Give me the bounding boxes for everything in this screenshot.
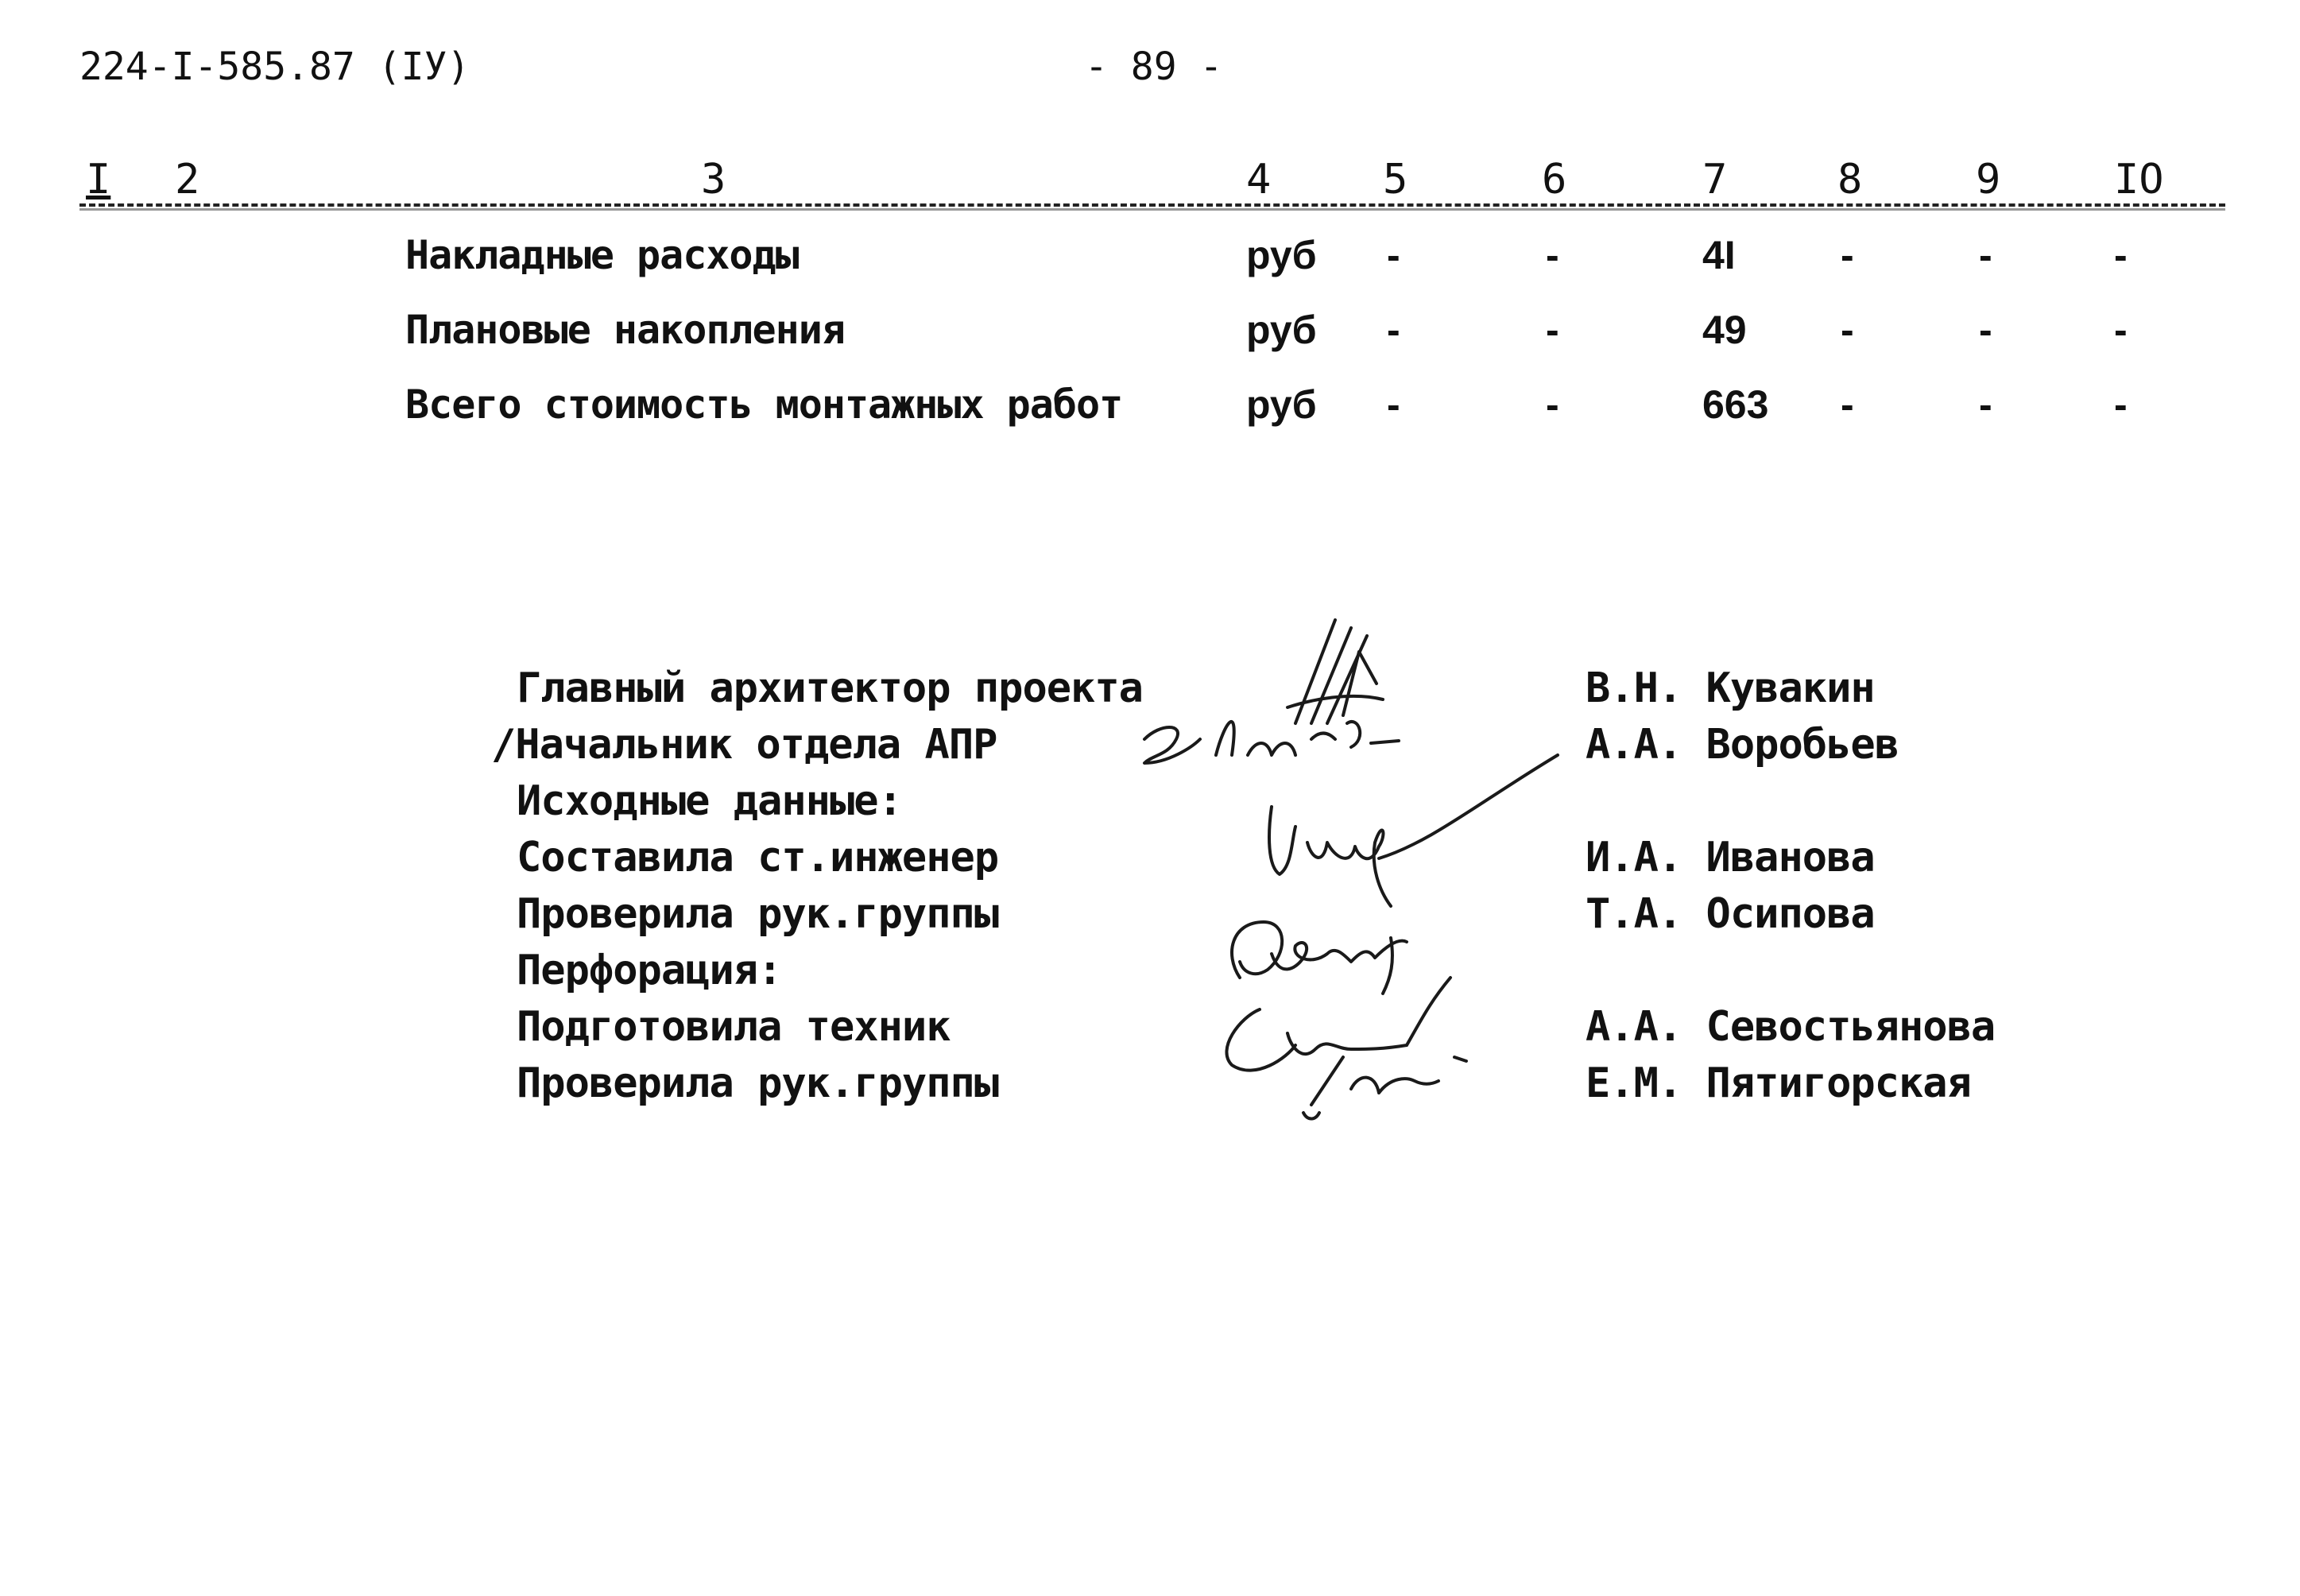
handwritten-signatures <box>1097 604 1589 1145</box>
row-col5: - <box>1387 308 1400 352</box>
row-col7: 663 <box>1702 382 1769 427</box>
role-checked-by-2: Проверила рук.группы <box>517 1059 999 1107</box>
row-unit: руб <box>1246 233 1317 277</box>
row-col5: - <box>1387 233 1400 277</box>
signature-1 <box>1287 620 1383 723</box>
name-pyatigorskaya: Е.М. Пятигорская <box>1586 1059 1971 1107</box>
header-rule <box>79 203 2225 207</box>
row-col10: - <box>2114 382 2128 427</box>
role-checked-by: Проверила рук.группы <box>517 890 999 938</box>
row-col9: - <box>1979 382 1992 427</box>
column-number-3: 3 <box>701 156 726 203</box>
row-col7: 4I <box>1702 233 1736 277</box>
column-number-9: 9 <box>1976 156 2001 203</box>
column-number-6: 6 <box>1542 156 1567 203</box>
row-col10: - <box>2114 308 2128 352</box>
row-col9: - <box>1979 308 1992 352</box>
row-unit: руб <box>1246 382 1317 427</box>
role-perforation-heading: Перфорация: <box>517 947 782 994</box>
page-number: - 89 - <box>1085 45 1223 89</box>
row-col10: - <box>2114 233 2128 277</box>
name-osipova: Т.А. Осипова <box>1586 890 1875 938</box>
column-number-7: 7 <box>1702 156 1728 203</box>
row-col5: - <box>1387 382 1400 427</box>
row-col6: - <box>1546 233 1559 277</box>
row-col8: - <box>1841 382 1854 427</box>
row-name: Всего стоимость монтажных работ <box>405 382 1123 428</box>
role-chief-architect: Главный архитектор проекта <box>517 664 1143 712</box>
name-ivanova: И.А. Иванова <box>1586 834 1875 881</box>
role-compiled-by: Составила ст.инженер <box>517 834 999 881</box>
role-source-data-heading: Исходные данные: <box>517 777 902 825</box>
signature-5 <box>1226 978 1466 1119</box>
role-department-head: /Начальник отдела АПР <box>491 721 997 769</box>
column-number-10: IO <box>2114 156 2164 203</box>
column-number-5: 5 <box>1383 156 1408 203</box>
header-rule-underline <box>79 208 2225 211</box>
role-prepared-by: Подготовила техник <box>517 1003 951 1051</box>
name-sevostyanova: А.А. Севостьянова <box>1586 1003 1996 1051</box>
column-number-8: 8 <box>1837 156 1863 203</box>
row-col9: - <box>1979 233 1992 277</box>
row-unit: руб <box>1246 308 1317 352</box>
name-kuvakin: В.Н. Кувакин <box>1586 664 1875 712</box>
column-number-1: I <box>86 156 111 203</box>
signature-4 <box>1232 922 1407 994</box>
signature-3 <box>1269 755 1558 906</box>
row-name: Накладные расходы <box>405 232 799 278</box>
column-number-4: 4 <box>1246 156 1272 203</box>
row-col8: - <box>1841 308 1854 352</box>
signature-2 <box>1144 722 1399 763</box>
column-number-2: 2 <box>175 156 200 203</box>
row-col6: - <box>1546 308 1559 352</box>
row-name: Плановые накопления <box>405 307 845 353</box>
row-col7: 49 <box>1702 308 1747 352</box>
row-col6: - <box>1546 382 1559 427</box>
name-vorobyev: А.А. Воробьев <box>1586 721 1899 769</box>
row-col8: - <box>1841 233 1854 277</box>
document-code: 224-I-585.87 (IУ) <box>79 45 470 89</box>
